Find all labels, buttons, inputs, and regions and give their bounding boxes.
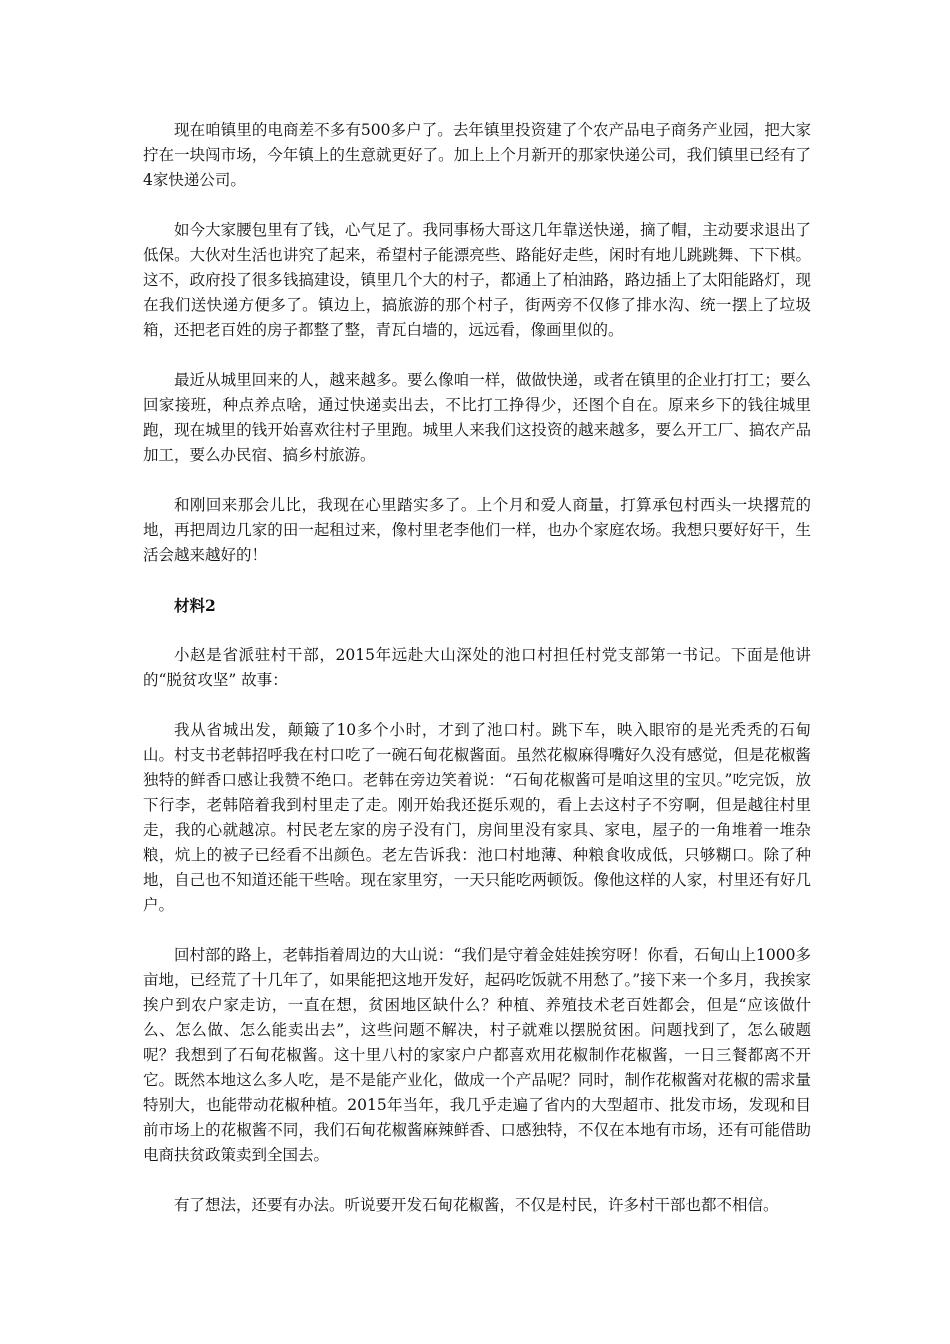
section-heading-material-2: 材料2 xyxy=(174,596,216,615)
paragraph-family-farm: 和刚回来那会儿比，我现在心里踏实多了。上个月和爱人商量，打算承包村西头一块撂荒的地，再把周边几家的田一起租过来，像村里老李他们一样，也办个家庭农场。我想只要好好干，生活会越来越好的！ xyxy=(143,496,811,564)
paragraph-return-home: 最近从城里回来的人，越来越多。要么像咱一样，做做快递，或者在镇里的企业打打工；要么回家接班，种点养点啥，通过快递卖出去，不比打工挣得少，还图个自在。原来乡下的钱往城里跑，现在城里的钱开始喜欢往村子里跑。城里人来我们这投资的越来越多，要么开工厂、搞农产品加工，要么办民宿、搞乡村旅游。 xyxy=(143,371,811,464)
paragraph-village-life: 如今大家腰包里有了钱，心气足了。我同事杨大哥这几年靠送快递，摘了帽，主动要求退出了低保。大伙对生活也讲究了起来，希望村子能漂亮些、路能好走些，闲时有地儿跳跳舞、下下棋。这不，政府投了很多钱搞建设，镇里几个大的村子，都通上了柏油路，路边插上了太阳能路灯，现在我们送快递方便多了。镇边上，搞旅游的那个村子，街两旁不仅修了排水沟、统一摆上了垃圾箱，还把老百姓的房子都整了整，青瓦白墙的，远远看，像画里似的。 xyxy=(143,221,811,339)
paragraph-pepper-sauce-idea: 回村部的路上，老韩指着周边的大山说：“我们是守着金娃娃挨穷呀！你看，石甸山上1000多亩地，已经荒了十几年了，如果能把这地开发好，起码吃饭就不用愁了。”接下来一个多月，我挨家挨户到农户家走访，一直在想，贫困地区缺什么？种植、养殖技术老百姓都会，但是“应该做什么、怎么做、怎么能卖出去”，这些问题不解决，村子就难以摆脱贫困。问题找到了，怎么破题呢？我想到了石甸花椒酱。这十里八村的家家户户都喜欢用花椒制作花椒酱，一日三餐都离不开它。既然本地这么多人吃，是不是能产业化，做成一个产品呢？同时，制作花椒酱对花椒的需求量特别大，也能带动花椒种植。2015年当年，我几乎走遍了省内的大型超市、批发市场，发现和目前市场上的花椒酱不同，我们石甸花椒酱麻辣鲜香、口感独特，不仅在本地有市场，还有可能借助电商扶贫政策卖到全国去。 xyxy=(143,946,811,1164)
paragraph-doubt: 有了想法，还要有办法。听说要开发石甸花椒酱，不仅是村民，许多村干部也都不相信。 xyxy=(174,1196,779,1214)
paragraph-arrival: 我从省城出发，颠簸了10多个小时，才到了池口村。跳下车，映入眼帘的是光秃秃的石甸山。村支书老韩招呼我在村口吃了一碗石甸花椒酱面。虽然花椒麻得嘴好久没有感觉，但是花椒酱独特的鲜香口感让我赞不绝口。老韩在旁边笑着说：“石甸花椒酱可是咱这里的宝贝。”吃完饭，放下行李，老韩陪着我到村里走了走。刚开始我还挺乐观的，看上去这村子不穷啊，但是越往村里走，我的心就越凉。村民老左家的房子没有门，房间里没有家具、家电，屋子的一角堆着一堆杂粮，炕上的被子已经看不出颜色。老左告诉我：池口村地薄、种粮食收成低，只够糊口。除了种地，自己也不知道还能干些啥。现在家里穷，一天只能吃两顿饭。像他这样的人家，村里还有好几户。 xyxy=(143,721,811,914)
paragraph-xiaozhao-intro: 小赵是省派驻村干部，2015年远赴大山深处的池口村担任村党支部第一书记。下面是他讲的“脱贫攻坚” 故事： xyxy=(143,646,811,689)
paragraph-ecommerce: 现在咱镇里的电商差不多有500多户了。去年镇里投资建了个农产品电子商务产业园，把大家拧在一块闯市场，今年镇上的生意就更好了。加上上个月新开的那家快递公司，我们镇里已经有了4家快递公司。 xyxy=(143,121,811,189)
document-page xyxy=(143,118,811,1243)
